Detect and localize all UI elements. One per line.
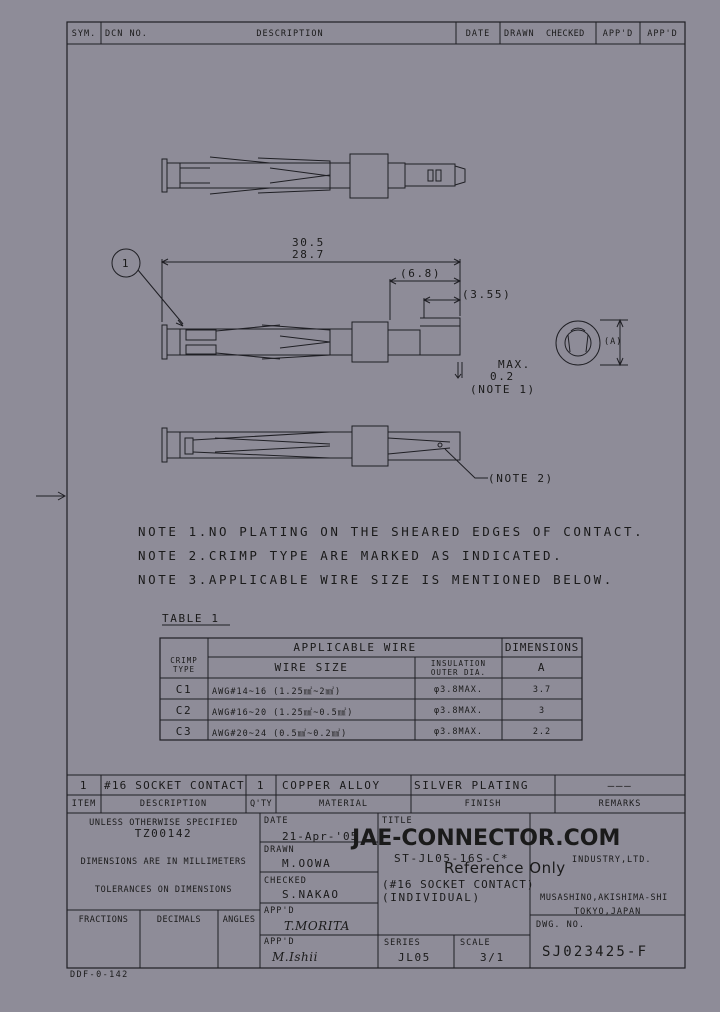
tb-scale-label: SCALE — [460, 938, 491, 948]
tb-title-line3: (INDIVIDUAL) — [382, 891, 481, 904]
bom-header-material: MATERIAL — [319, 799, 368, 809]
note2-reference: (NOTE 2) — [488, 472, 554, 485]
table1-row2-type: C2 — [175, 704, 193, 717]
note-3: NOTE 3.APPLICABLE WIRE SIZE IS MENTIONED BELOW. — [138, 572, 614, 587]
dim-overall: 28.7 — [292, 248, 325, 261]
table1-insulation: INSULATION — [430, 659, 487, 668]
tb-series-label: SERIES — [384, 938, 421, 948]
tb-dwg-label: DWG. NO. — [536, 920, 585, 930]
rev-checked-header: CHECKED — [546, 29, 585, 39]
callout-balloon-number: 1 — [121, 257, 131, 270]
contact-top-view — [162, 154, 465, 198]
tb-address-2: TOKYO,JAPAN — [574, 907, 642, 917]
bom-header-qty: Q'TY — [249, 799, 273, 809]
table1-row2-a: 3 — [538, 706, 546, 716]
table1-row1-ins: φ3.8MAX. — [434, 685, 483, 695]
tb-appd2-signature: M.Ishii — [272, 950, 318, 964]
bom-header-description: DESCRIPTION — [139, 799, 208, 809]
tb-checked-label: CHECKED — [264, 876, 307, 886]
watermark-site: JAE-CONNECTOR.COM — [352, 826, 621, 851]
rev-appd2-header: APP'D — [647, 29, 678, 39]
table1-crimp-type: CRIMP TYPE — [170, 656, 198, 674]
table1-row3-wire: AWG#20~24 (0.5㎟~0.2㎟) — [212, 729, 348, 739]
tb-date-value: 21-Apr-'05 — [282, 830, 359, 843]
table1-outer-dia: OUTER DIA. — [430, 668, 487, 677]
table1-row3-type: C3 — [175, 725, 193, 738]
contact-side-view — [162, 318, 460, 362]
tb-appd-signature: T.MORITA — [284, 919, 350, 933]
tb-drawn-value: M.OOWA — [282, 857, 332, 870]
dim-overall-ref: 30.5 — [292, 236, 325, 249]
contact-bottom-view — [162, 426, 460, 466]
tb-title-line2: (#16 SOCKET CONTACT) — [382, 878, 535, 891]
tb-checked-value: S.NAKAO — [282, 888, 340, 901]
note-1: NOTE 1.NO PLATING ON THE SHEARED EDGES OF CONTACT. — [138, 524, 645, 539]
table1-row1-type: C1 — [175, 683, 193, 696]
table1-col-a: A — [537, 661, 547, 674]
tb-date-label: DATE — [264, 816, 289, 826]
dim-max-value: 0.2 — [490, 370, 515, 383]
rev-sym-header: SYM. — [71, 29, 97, 39]
tb-dwg-number: SJ023425-F — [542, 944, 649, 960]
tb-title-line1: ST-JL05-16S-C* — [394, 852, 510, 865]
rev-description-header: DESCRIPTION — [256, 29, 324, 39]
table1-row3-a: 2.2 — [532, 727, 552, 737]
rev-drawn-header: DRAWN — [504, 29, 535, 39]
table1-row3-ins: φ3.8MAX. — [434, 727, 483, 737]
tb-decimals: DECIMALS — [156, 915, 202, 925]
rev-date-header: DATE — [465, 29, 491, 39]
tb-dimensions-mm: DIMENSIONS ARE IN MILLIMETERS — [80, 857, 247, 867]
tb-angles: ANGLES — [222, 915, 256, 925]
dim-6-8: (6.8) — [400, 267, 442, 280]
rev-appd-header: APP'D — [602, 29, 634, 39]
bom-header-item: ITEM — [71, 799, 97, 809]
watermark-reference: Reference Only — [444, 859, 566, 877]
note1-reference: (NOTE 1) — [470, 383, 536, 396]
dim-3-55: (3.55) — [462, 288, 512, 301]
bom-header-remarks: REMARKS — [598, 799, 642, 809]
note-2: NOTE 2.CRIMP TYPE ARE MARKED AS INDICATED. — [138, 548, 564, 563]
table1-row2-wire: AWG#16~20 (1.25㎟~0.5㎟) — [212, 708, 354, 718]
tb-spec-number: TZ00142 — [134, 827, 193, 840]
bom-finish: SILVER PLATING — [414, 779, 530, 792]
tb-unless-specified: UNLESS OTHERWISE SPECIFIED — [89, 818, 238, 828]
tb-title-label: TITLE — [382, 816, 413, 826]
tb-address-1: MUSASHINO,AKISHIMA-SHI — [540, 893, 668, 903]
tb-appd2-label: APP'D — [264, 937, 295, 947]
tb-fractions: FRACTIONS — [78, 915, 129, 925]
tb-appd-label: APP'D — [264, 906, 295, 916]
bom-header-finish: FINISH — [464, 799, 502, 809]
bom-material: COPPER ALLOY — [282, 779, 381, 792]
dim-end-view-a: (A) — [604, 337, 623, 347]
table1-wire-size: WIRE SIZE — [274, 661, 349, 674]
table1-applicable-wire: APPLICABLE WIRE — [293, 641, 417, 654]
table1-title: TABLE 1 — [162, 612, 220, 625]
tb-drawn-label: DRAWN — [264, 845, 295, 855]
table1-dimensions: DIMENSIONS — [504, 641, 580, 654]
dim-max-label: MAX. — [498, 358, 531, 371]
tb-scale-value: 3/1 — [480, 951, 505, 964]
table1-row1-a: 3.7 — [532, 685, 552, 695]
table1-row1-wire: AWG#14~16 (1.25㎟~2㎟) — [212, 687, 342, 697]
tb-series-value: JL05 — [398, 951, 431, 964]
bom-remarks: ——— — [607, 779, 633, 792]
tb-tolerances: TOLERANCES ON DIMENSIONS — [94, 885, 233, 895]
bom-item-number: 1 — [79, 779, 89, 792]
rev-dcn-header: DCN NO. — [105, 29, 148, 39]
form-number: DDF-0-142 — [70, 970, 129, 980]
bom-description: #16 SOCKET CONTACT — [104, 779, 245, 792]
tb-company: INDUSTRY,LTD. — [572, 855, 652, 865]
bom-qty: 1 — [256, 779, 266, 792]
table1-row2-ins: φ3.8MAX. — [434, 706, 483, 716]
